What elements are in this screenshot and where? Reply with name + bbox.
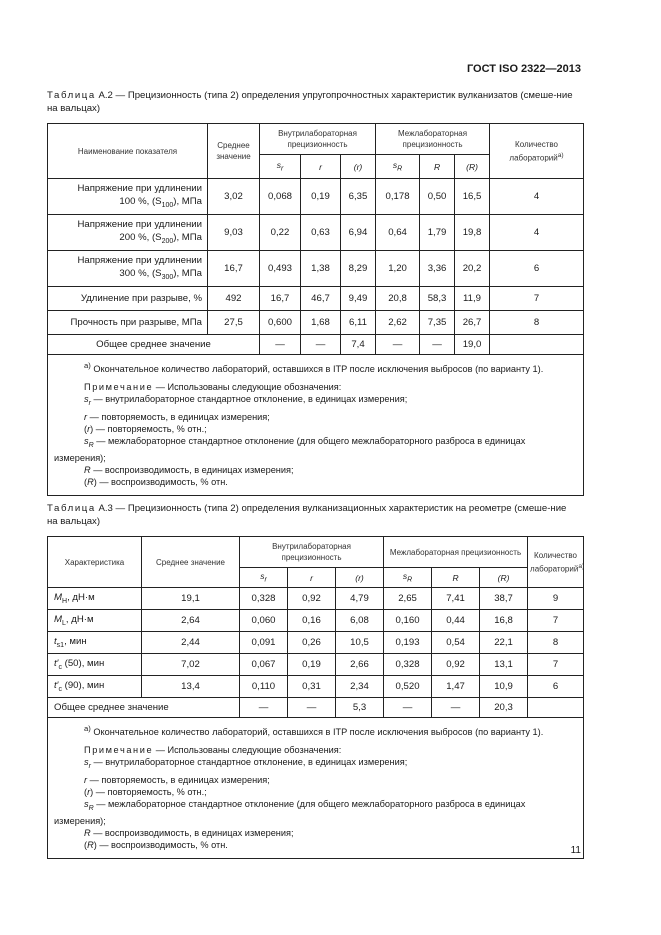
row-label-line2: 100 %, (S (119, 195, 162, 207)
cell-count: 9 (528, 588, 584, 610)
header-R: R (420, 155, 455, 179)
caption-text: А.2 — Прецизионность (типа 2) определения упругопрочностных характеристик вулканизатов (смеше-ние на вальцах) (47, 90, 573, 114)
cell-r-rel: 9,49 (341, 287, 376, 311)
cell-R: 1,79 (420, 215, 455, 251)
note-line: (R) — воспроизводимость, % отн. (84, 477, 228, 488)
cell-r-rel: 8,29 (341, 251, 376, 287)
header-sR-sym: s (392, 160, 398, 171)
cell-sr: 0,328 (240, 588, 288, 610)
header-r-rel: (r) (336, 568, 384, 588)
note-text: — воспроизводимость, % отн. (96, 840, 228, 851)
cell-sr: 0,068 (260, 179, 301, 215)
cell-r: 0,63 (301, 215, 341, 251)
note-text: — повторяемость, % отн.; (93, 786, 207, 797)
cell-sR: 0,64 (376, 215, 420, 251)
row-label (48, 610, 142, 632)
cell-count: 7 (490, 287, 584, 311)
cell-sr: — (260, 335, 301, 355)
cell-sR: — (376, 335, 420, 355)
note-text: — воспроизводимость, в единицах измерения; (90, 828, 294, 839)
footnote-mark: а) (84, 361, 91, 370)
footnote (54, 360, 577, 375)
cell-count: 8 (490, 311, 584, 335)
table-row (48, 251, 584, 287)
cell-R-rel: 26,7 (455, 311, 490, 335)
note-line: $s_r$ — внутрилабораторное стандартное отклонение, в единицах измерения; (84, 394, 408, 408)
cell-sr: 0,067 (240, 654, 288, 676)
footnote (54, 723, 577, 738)
header-count (528, 537, 584, 588)
cell-sR: 20,8 (376, 287, 420, 311)
row-label-sub: 100 (161, 201, 174, 209)
header-within: Внутрилабораторная прецизионность (260, 124, 376, 155)
note-text: — внутрилабораторное стандартное отклонение, в единицах измерения; (90, 394, 408, 405)
header-sr-sym: s (260, 571, 265, 582)
page-number: 11 (570, 845, 581, 856)
note-label: Примечание (84, 745, 154, 756)
row-label-line1: Напряжение при удлинении (77, 182, 202, 194)
table-row (48, 179, 584, 215)
cell-R-rel: 22,1 (480, 632, 528, 654)
note-line: $s_r$ — внутрилабораторное стандартное отклонение, в единицах измерения; (84, 757, 408, 771)
cell-R: — (420, 335, 455, 355)
cell-r-rel: 6,35 (341, 179, 376, 215)
cell-mean: 16,7 (208, 251, 260, 287)
note-line: r — повторяемость, в единицах измерения; (84, 411, 270, 422)
cell-count: 8 (528, 632, 584, 654)
row-label (48, 215, 208, 251)
note-text: — воспроизводимость, % отн. (96, 477, 228, 488)
cell-R: 58,3 (420, 287, 455, 311)
row-unit: , дН·м (65, 614, 94, 626)
cell-sR: — (384, 698, 432, 718)
cell-r: 0,92 (288, 588, 336, 610)
note-line: r — повторяемость, в единицах измерения; (84, 774, 270, 785)
header-sR (376, 155, 420, 179)
cell-sr: 0,110 (240, 676, 288, 698)
cell-R-rel: 16,5 (455, 179, 490, 215)
header-count (490, 124, 584, 179)
cell-count-empty (528, 698, 584, 718)
cell-R-rel: 19,0 (455, 335, 490, 355)
cell-count: 4 (490, 215, 584, 251)
row-symbol: t (54, 636, 57, 648)
cell-r-rel: 4,79 (336, 588, 384, 610)
note-text: — межлабораторное стандартное отклонение (для общего межлабораторного разброса в единицах измерения); (54, 435, 526, 463)
cell-R-rel: 20,3 (480, 698, 528, 718)
note-intro-text: — Использованы следующие обозначения: (153, 745, 342, 756)
row-unit: (90), мин (61, 680, 105, 692)
cell-r: 1,68 (301, 311, 341, 335)
table-row (48, 632, 584, 654)
cell-R-rel: 19,8 (455, 215, 490, 251)
header-sR-sub: R (397, 165, 403, 173)
cell-R-rel: 38,7 (480, 588, 528, 610)
cell-r: 0,26 (288, 632, 336, 654)
cell-R: 0,54 (432, 632, 480, 654)
cell-R-rel: 13,1 (480, 654, 528, 676)
cell-R: 3,36 (420, 251, 455, 287)
note-text: — повторяемость, в единицах измерения; (87, 411, 270, 422)
cell-R: — (432, 698, 480, 718)
row-symbol-sub: c (58, 663, 62, 671)
table-row-overall (48, 698, 584, 718)
overall-label: Общее среднее значение (48, 335, 260, 355)
row-label (48, 654, 142, 676)
cell-sR: 0,193 (384, 632, 432, 654)
row-symbol: M (54, 614, 62, 626)
note-line: $s_R$ — межлабораторное стандартное отклонение (для общего межлабораторного разброса в единицах измерения); (54, 798, 526, 826)
cell-r: 0,19 (288, 654, 336, 676)
note-text: — повторяемость, в единицах измерения; (87, 774, 270, 785)
table-a2 (47, 123, 584, 496)
header-sr-sub: r (280, 165, 284, 173)
table-row (48, 588, 584, 610)
footnote-text: Окончательное количество лабораторий, оставшихся в ITP после исключения выбросов (по варианту 1). (90, 364, 544, 375)
cell-R: 7,41 (432, 588, 480, 610)
cell-r-rel: 6,11 (341, 311, 376, 335)
row-unit: (50), мин (61, 658, 105, 670)
note-line: (R) — воспроизводимость, % отн. (84, 840, 228, 851)
cell-r: 0,19 (301, 179, 341, 215)
cell-sR: 0,328 (384, 654, 432, 676)
row-unit: , мин (64, 636, 87, 648)
row-label-sub: 200 (161, 237, 174, 245)
cell-r-rel: 5,3 (336, 698, 384, 718)
row-symbol: t′ (54, 658, 59, 670)
header-sR (384, 568, 432, 588)
table-row (48, 287, 584, 311)
header-sr-sym: s (276, 160, 281, 171)
row-label (48, 251, 208, 287)
cell-count: 6 (490, 251, 584, 287)
caption-label: Таблица (47, 503, 96, 514)
header-name: Наименование показателя (48, 124, 208, 179)
row-symbol: M (54, 592, 62, 604)
cell-sr: 0,091 (240, 632, 288, 654)
cell-sR: 0,520 (384, 676, 432, 698)
note-line: R — воспроизводимость, в единицах измерения; (84, 828, 294, 839)
cell-r-rel: 2,34 (336, 676, 384, 698)
row-symbol-sub: L (62, 619, 66, 627)
row-symbol: t′ (54, 680, 59, 692)
cell-mean: 3,02 (208, 179, 260, 215)
cell-r-rel: 6,94 (341, 215, 376, 251)
header-mean: Среднее значение (208, 124, 260, 179)
cell-mean: 27,5 (208, 311, 260, 335)
cell-R-rel: 11,9 (455, 287, 490, 311)
cell-R: 0,50 (420, 179, 455, 215)
header-r: r (301, 155, 341, 179)
cell-sr: 0,493 (260, 251, 301, 287)
header-r: r (288, 568, 336, 588)
caption-label: Таблица (47, 90, 96, 101)
note-line: (r) — повторяемость, % отн.; (84, 786, 207, 797)
header-count-text: Количество лабораторий (509, 139, 559, 163)
note-line: (r) — повторяемость, % отн.; (84, 423, 207, 434)
header-sR-sub: R (407, 576, 413, 584)
cell-mean: 492 (208, 287, 260, 311)
cell-R: 0,92 (432, 654, 480, 676)
row-symbol-sub: c (58, 685, 62, 693)
cell-R-rel: 16,8 (480, 610, 528, 632)
cell-sr: 0,22 (260, 215, 301, 251)
cell-sR: 2,62 (376, 311, 420, 335)
table-row (48, 311, 584, 335)
header-sr-sub: r (264, 576, 267, 584)
cell-count-empty (490, 335, 584, 355)
cell-R-rel: 10,9 (480, 676, 528, 698)
note-intro-text: — Использованы следующие обозначения: (153, 382, 342, 393)
cell-sR: 2,65 (384, 588, 432, 610)
cell-r: 1,38 (301, 251, 341, 287)
cell-sr: — (240, 698, 288, 718)
table-a3-caption (47, 503, 577, 528)
cell-sR: 0,160 (384, 610, 432, 632)
note-line: $s_R$ — межлабораторное стандартное отклонение (для общего межлабораторного разброса в единицах измерения); (54, 435, 526, 463)
row-label (48, 632, 142, 654)
cell-mean: 2,64 (142, 610, 240, 632)
cell-sr: 16,7 (260, 287, 301, 311)
note-text: — повторяемость, % отн.; (93, 423, 207, 434)
row-label-unit: ), МПа (173, 267, 202, 279)
table-row (48, 215, 584, 251)
header-count-sup: а) (578, 562, 585, 570)
cell-r: 46,7 (301, 287, 341, 311)
note-text: — воспроизводимость, в единицах измерения; (90, 465, 294, 476)
table-a3 (47, 536, 584, 859)
cell-count: 7 (528, 654, 584, 676)
cell-sR: 1,20 (376, 251, 420, 287)
cell-mean: 19,1 (142, 588, 240, 610)
cell-r-rel: 2,66 (336, 654, 384, 676)
cell-r-rel: 7,4 (341, 335, 376, 355)
header-mean: Среднее значение (142, 537, 240, 588)
row-label (48, 179, 208, 215)
note-intro (54, 744, 577, 756)
note-line: R — воспроизводимость, в единицах измерения; (84, 465, 294, 476)
note-intro (54, 381, 577, 393)
cell-r-rel: 10,5 (336, 632, 384, 654)
row-label-sub: 300 (161, 273, 174, 281)
header-within: Внутрилабораторная прецизионность (240, 537, 384, 568)
header-R-rel: (R) (455, 155, 490, 179)
row-unit: , дН·м (67, 592, 95, 604)
cell-mean: 13,4 (142, 676, 240, 698)
cell-count: 7 (528, 610, 584, 632)
cell-r: 0,16 (288, 610, 336, 632)
row-label-unit: ), МПа (173, 231, 202, 243)
cell-sR: 0,178 (376, 179, 420, 215)
cell-mean: 9,03 (208, 215, 260, 251)
overall-label: Общее среднее значение (48, 698, 240, 718)
footnote-text: Окончательное количество лабораторий, оставшихся в ITP после исключения выбросов (по варианту 1). (90, 727, 544, 738)
header-R: R (432, 568, 480, 588)
cell-sr: 0,060 (240, 610, 288, 632)
cell-sr: 0,600 (260, 311, 301, 335)
cell-r-rel: 6,08 (336, 610, 384, 632)
caption-text: А.3 — Прецизионность (типа 2) определения вулканизационных характеристик на реометре (смеше-ние на вальцах) (47, 503, 567, 527)
footnote-mark: а) (84, 724, 91, 733)
cell-r: 0,31 (288, 676, 336, 698)
cell-R: 0,44 (432, 610, 480, 632)
table-a2-caption (47, 90, 577, 115)
header-R-rel: (R) (480, 568, 528, 588)
document-header: ГОСТ ISO 2322—2013 (466, 63, 581, 75)
cell-count: 4 (490, 179, 584, 215)
row-label-line2: 300 %, (S (119, 267, 162, 279)
table-a3-notes (48, 718, 584, 859)
table-row (48, 610, 584, 632)
header-name: Характеристика (48, 537, 142, 588)
cell-R: 1,47 (432, 676, 480, 698)
row-symbol-sub: s1 (56, 641, 65, 649)
row-label (48, 676, 142, 698)
row-label-line1: Напряжение при удлинении (77, 254, 202, 266)
row-label: Удлинение при разрыве, % (48, 287, 208, 311)
header-count-sup: а) (557, 151, 564, 159)
table-row (48, 654, 584, 676)
row-label-line2: 200 %, (S (119, 231, 162, 243)
cell-R: 7,35 (420, 311, 455, 335)
header-sr (260, 155, 301, 179)
cell-r: — (288, 698, 336, 718)
row-symbol-sub: H (62, 597, 68, 605)
cell-mean: 7,02 (142, 654, 240, 676)
header-between: Межлабораторная прецизионность (384, 537, 528, 568)
row-label (48, 588, 142, 610)
table-a2-notes (48, 355, 584, 496)
note-text: — межлабораторное стандартное отклонение (для общего межлабораторного разброса в единицах измерения); (54, 798, 526, 826)
note-label: Примечание (84, 382, 154, 393)
header-r-rel: (r) (341, 155, 376, 179)
table-row (48, 676, 584, 698)
cell-mean: 2,44 (142, 632, 240, 654)
note-text: — внутрилабораторное стандартное отклонение, в единицах измерения; (90, 757, 408, 768)
table-row-overall (48, 335, 584, 355)
row-label: Прочность при разрыве, МПа (48, 311, 208, 335)
row-label-unit: ), МПа (173, 195, 202, 207)
header-between: Межлабораторная прецизионность (376, 124, 490, 155)
header-count-text: Количество лабораторий (530, 550, 579, 574)
cell-count: 6 (528, 676, 584, 698)
row-label-line1: Напряжение при удлинении (77, 218, 202, 230)
cell-r: — (301, 335, 341, 355)
cell-R-rel: 20,2 (455, 251, 490, 287)
header-sr (240, 568, 288, 588)
header-sR-sym: s (402, 571, 408, 582)
